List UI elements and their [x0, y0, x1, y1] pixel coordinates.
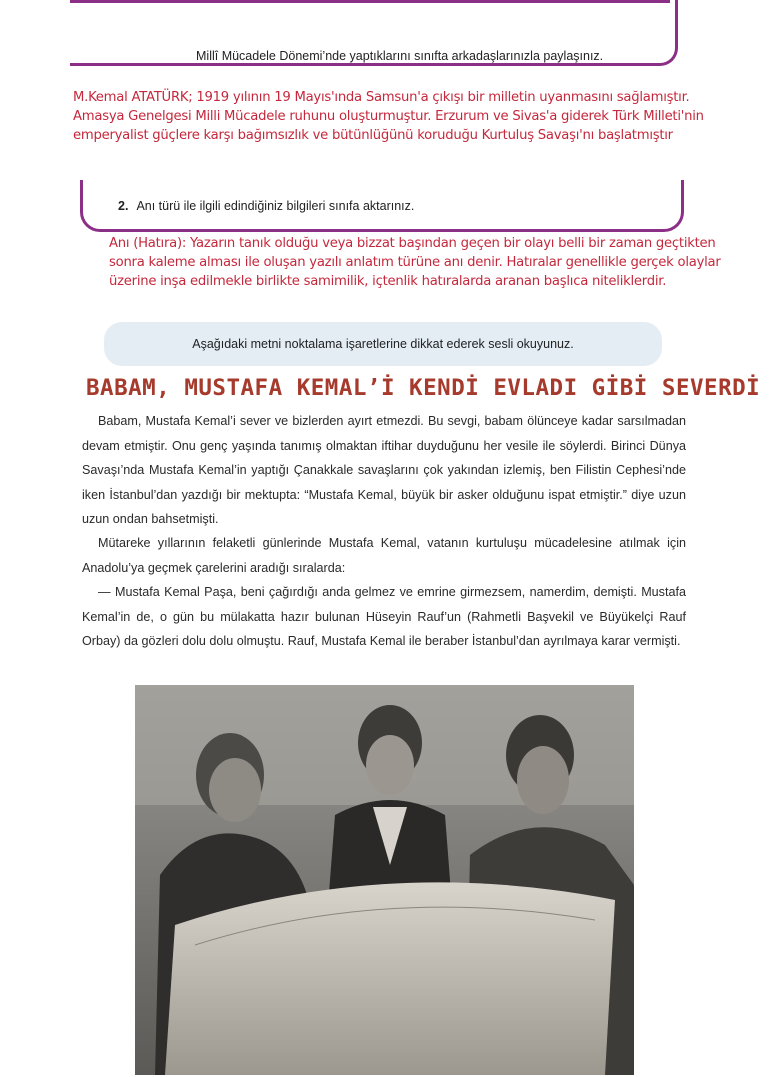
question2-prompt — [118, 199, 414, 213]
instruction-text: Aşağıdaki metni noktalama işaretlerine dikkat ederek sesli okuyunuz. — [192, 337, 574, 351]
question2-text: Anı türü ile ilgili edindiğiniz bilgileri sınıfa aktarınız. — [136, 199, 415, 213]
photo-illustration — [135, 685, 634, 1075]
answer1-handwritten: M.Kemal ATATÜRK; 1919 yılının 19 Mayıs'ında Samsun'a çıkışı bir milletin uyanmasını sağlamıştır. Amasya Genelgesi Milli Mücadele ruhunu oluşturmuştur. Erzurum ve Sivas'a giderek Türk Milleti'nin emperyalist güçlere karşı bağımsızlık ve bütünlüğünü koruduğu Kurtuluş Savaşı'nı başlatmıştır — [73, 90, 704, 143]
answer2-handwritten: Anı (Hatıra): Yazarın tanık olduğu veya bizzat başından geçen bir olayı belli bir zaman geçtikten sonra kaleme alması ile oluşan yazılı anlatım türüne anı denir. Hatıralar genellikle gerçek olaylar üzerine inşa edilmekle birlikte samimilik, içtenlik hatıralarda aranan başlıca niteliklerdir. — [109, 236, 721, 289]
reading-paragraph-2 — [82, 531, 686, 580]
paragraph-2-text: Mütareke yıllarının felaketli günlerinde Mustafa Kemal, vatanın kurtuluşu mücadelesine atılmak için Anadolu’ya geçmek çarelerini aradığı sıralarda: — [82, 536, 686, 575]
reading-paragraph-1 — [82, 409, 686, 532]
paragraph-1-text: Babam, Mustafa Kemal’i sever ve bizlerden ayırt etmezdi. Bu sevgi, babam ölünceye kadar sarsılmadan devam etmiştir. Onu genç yaşında tanımış olmaktan iftihar duyduğunu her vesile ile söylerdi. Birinci Dünya Savaşı’nda Mustafa Kemal’in yaptığı Çanakkale savaşlarını çok yakından izlemiş, ben Filistin Cephesi’nde iken İstanbul’dan yazdığı bir mektupta: “Mustafa Kemal, büyük bir asker olduğunu ispat etmiştir.” diye uzun uzun ondan bahsetmişti. — [82, 414, 686, 526]
reading-paragraph-3 — [82, 580, 686, 654]
historical-photo — [135, 685, 634, 1075]
paragraph-3-text: — Mustafa Kemal Paşa, beni çağırdığı anda gelmez ve emrine girmezsem, namerdim, demişti. Mustafa Kemal’in de, o gün bu mülakatta hazır bulunan Hüseyin Rauf’un (Rahmetli Başvekil ve Büyükelçi Rauf Orbay) da gözleri dolu dolu olmuştu. Rauf, Mustafa Kemal ile beraber İstanbul’dan ayrılmaya karar vermişti. — [82, 585, 686, 648]
reading-title: BABAM, MUSTAFA KEMAL’İ KENDİ EVLADI GİBİ SEVERDİ — [86, 375, 761, 401]
question2-number: 2. — [118, 199, 129, 213]
question1-prompt: Millî Mücadele Dönemi’nde yaptıklarını sınıfta arkadaşlarınızla paylaşınız. — [196, 49, 604, 63]
